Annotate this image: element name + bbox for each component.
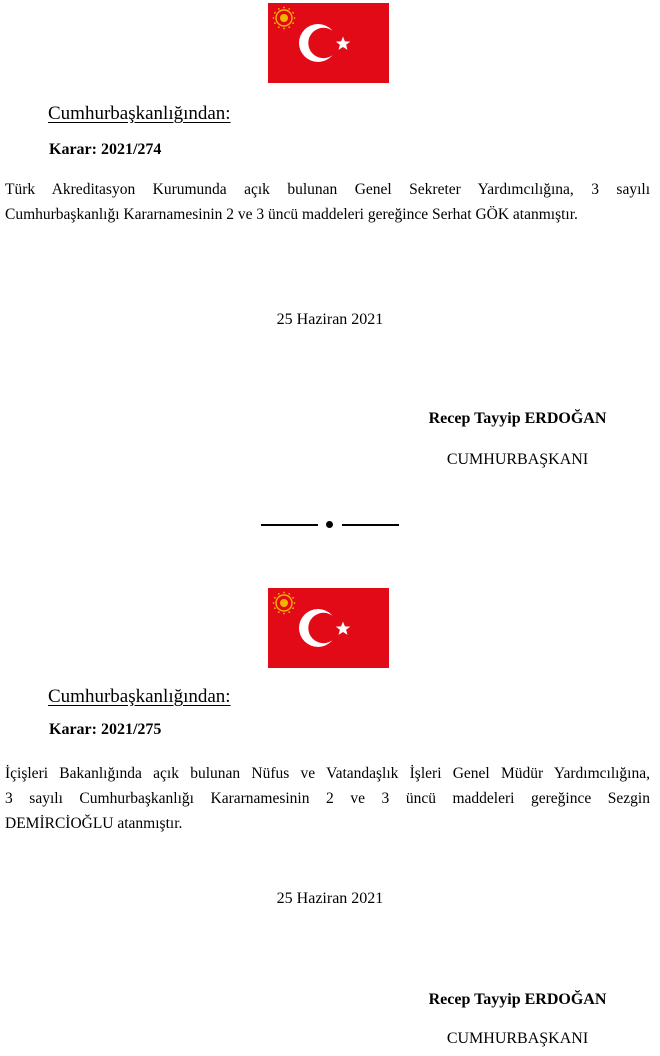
decision-date: 25 Haziran 2021 [276,311,384,328]
separator-dash [261,524,318,526]
issuing-authority: Cumhurbaşkanlığından: [48,686,231,707]
decision-date: 25 Haziran 2021 [276,890,384,907]
decision-number: Karar: 2021/275 [49,721,162,738]
signer-title: CUMHURBAŞKANI [446,1030,589,1047]
turkish-flag-icon [268,3,389,83]
decision-body-line: DEMİRCİOĞLU atanmıştır. [5,815,183,832]
decision-body [5,177,650,227]
decision-number: Karar: 2021/274 [49,141,162,158]
separator-dot [326,521,333,528]
decision-body [5,761,650,836]
decision-body-line: 3 sayılı Cumhurbaşkanlığı Kararnamesinin 2 ve 3 üncü maddeleri gereğince Sezgin [5,790,650,807]
decision-body-line: Cumhurbaşkanlığı Kararnamesinin 2 ve 3 üncü maddeleri gereğince Serhat GÖK atanmıştır. [5,206,578,223]
signer-name: Recep Tayyip ERDOĞAN [428,991,607,1008]
signer-name: Recep Tayyip ERDOĞAN [428,410,607,427]
decision-body-line: İçişleri Bakanlığında açık bulunan Nüfus ve Vatandaşlık İşleri Genel Müdür Yardımcılığına, [5,765,650,782]
signer-title: CUMHURBAŞKANI [446,451,589,468]
decision-body-line: Türk Akreditasyon Kurumunda açık bulunan Genel Sekreter Yardımcılığına, 3 sayılı [5,181,650,198]
issuing-authority: Cumhurbaşkanlığından: [48,103,231,124]
separator-icon [260,520,400,530]
separator-dash [342,524,399,526]
turkish-flag-icon [268,588,389,668]
